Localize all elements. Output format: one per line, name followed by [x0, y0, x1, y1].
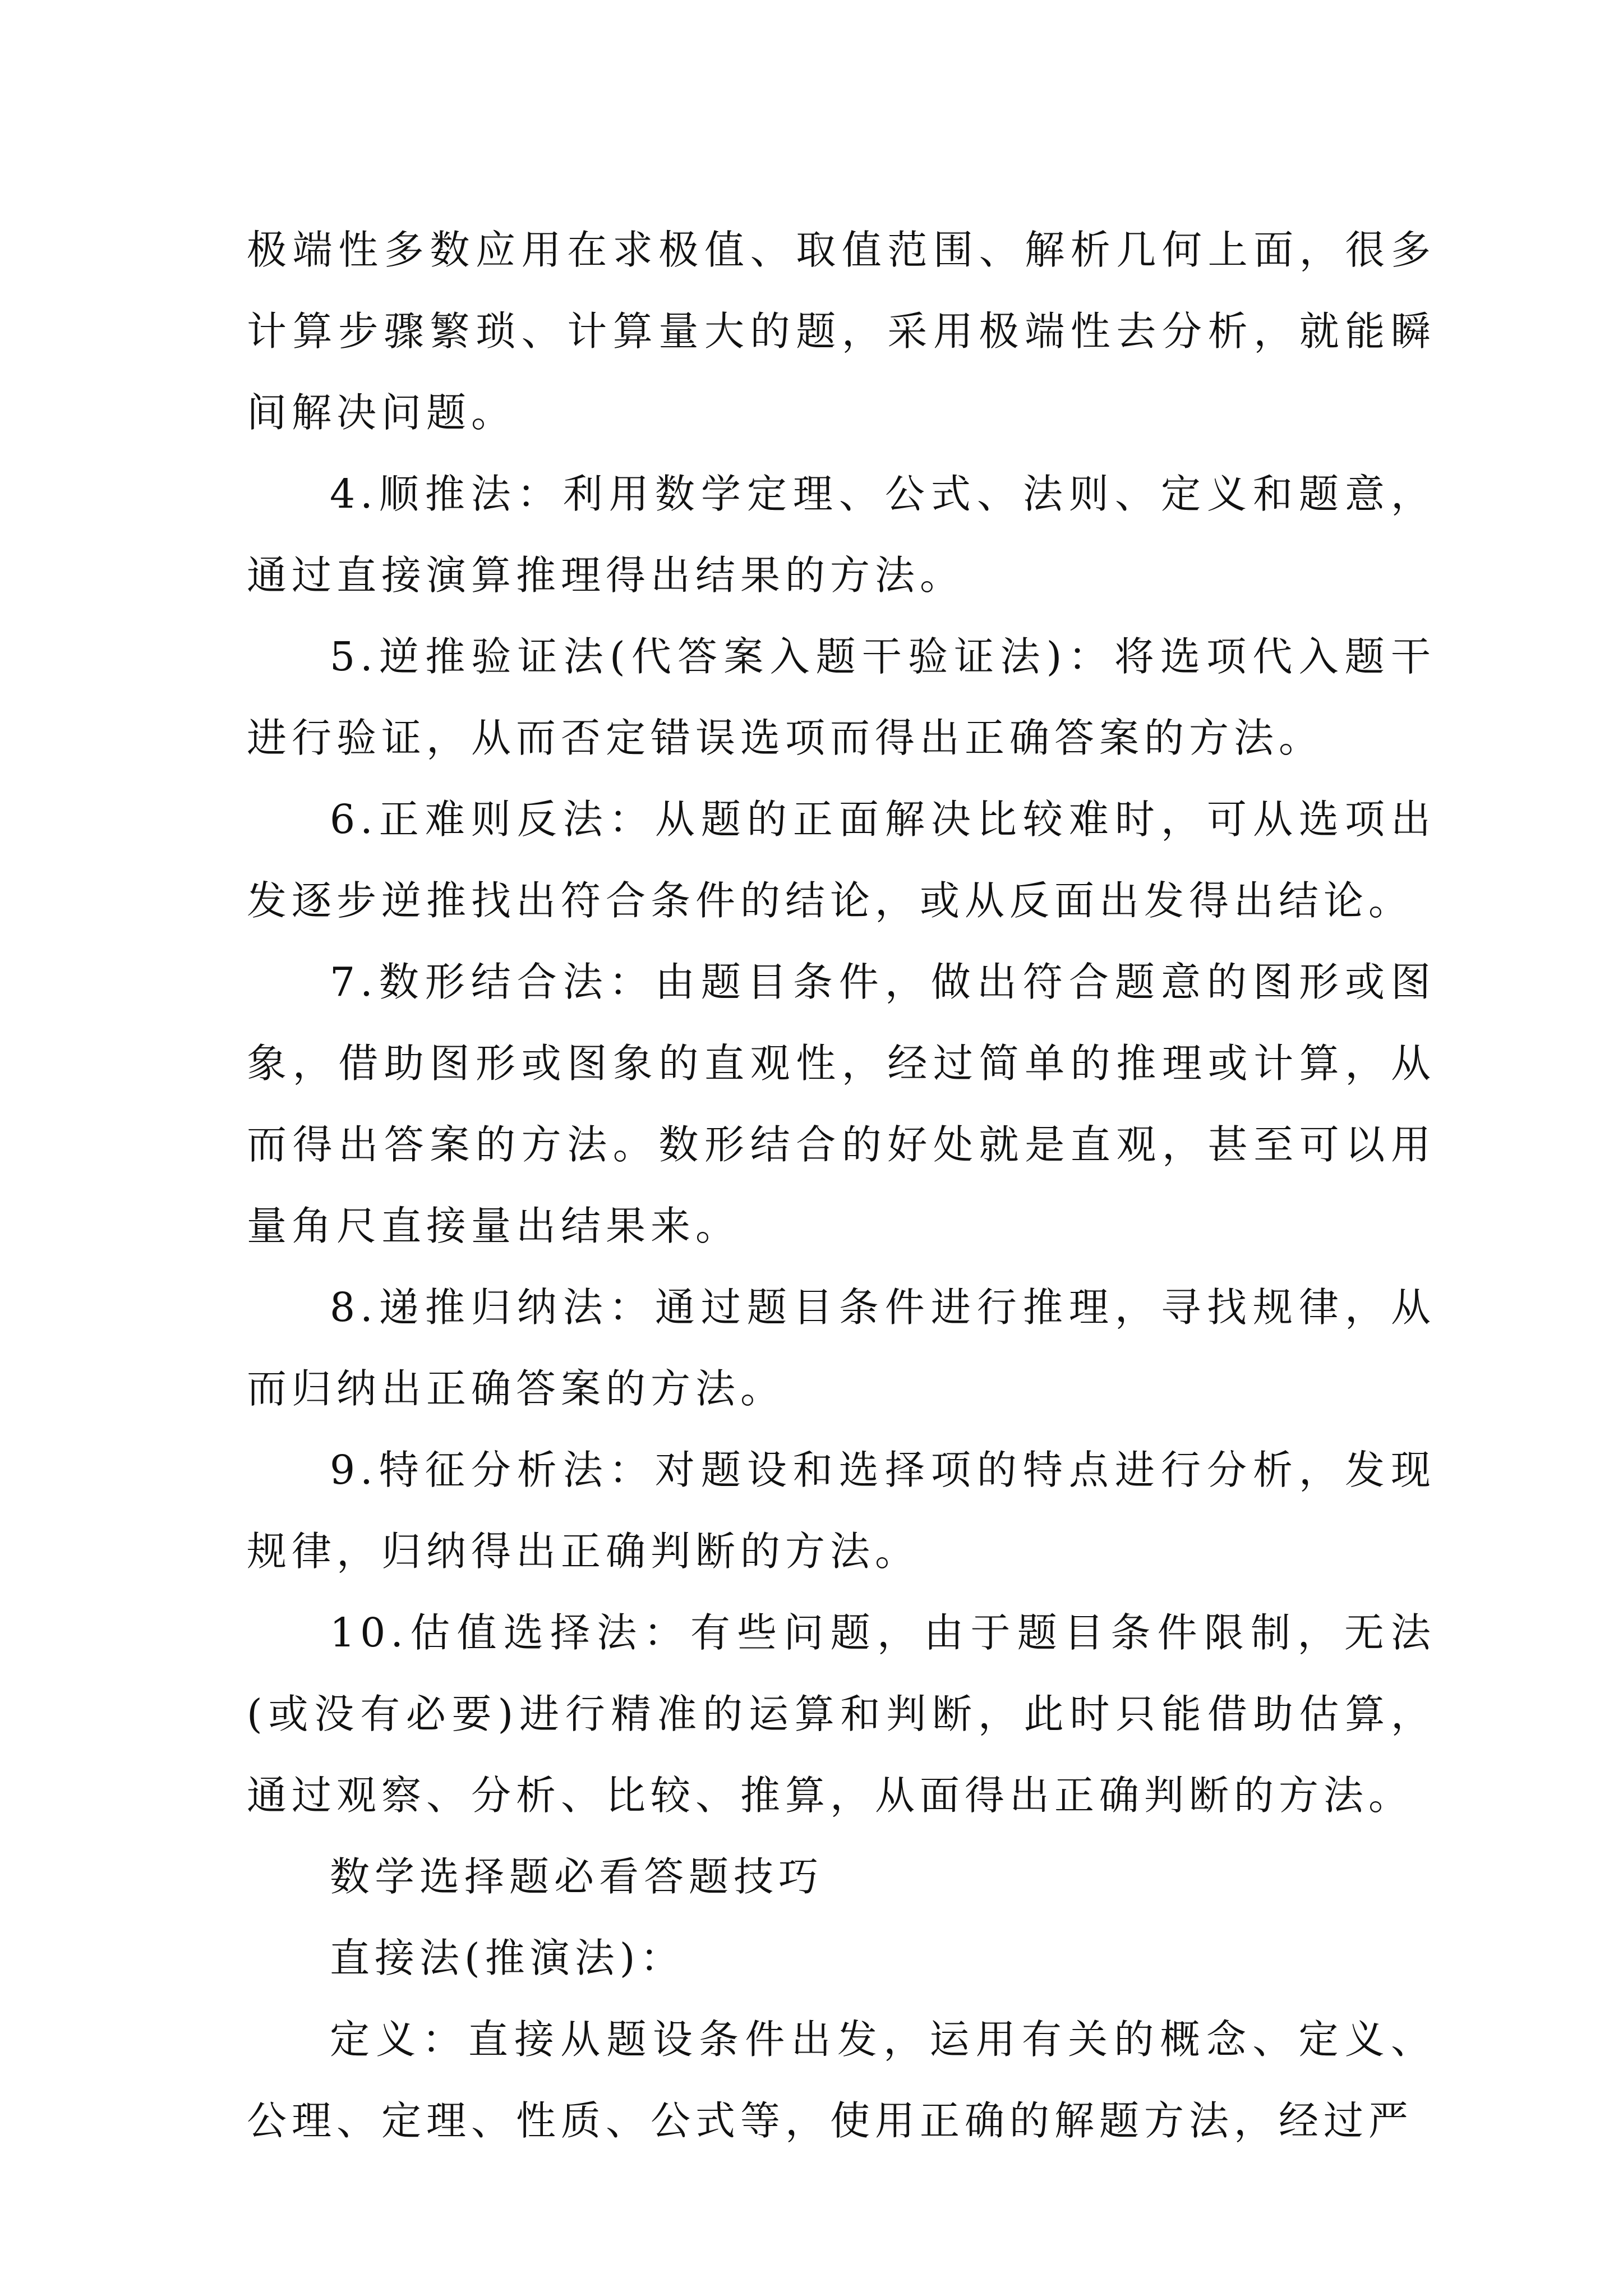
- paragraph-method-9: 9.特征分析法：对题设和选择项的特点进行分析，发现规律，归纳得出正确判断的方法。: [247, 1447, 1436, 1575]
- paragraph-method-10: 10.估值选择法：有些问题，由于题目条件限制，无法(或没有必要)进行精准的运算和判断，此时只能借助估算，通过观察、分析、比较、推算，从面得出正确判断的方法。: [247, 1609, 1436, 1819]
- subsection-heading: 直接法(推演法)：: [330, 1935, 685, 1981]
- paragraph-method-8: 8.递推归纳法：通过题目条件进行推理，寻找规律，从而归纳出正确答案的方法。: [247, 1284, 1436, 1412]
- paragraph-method-4: 4.顺推法：利用数学定理、公式、法则、定义和题意，通过直接演算推理得出结果的方法。: [247, 471, 1436, 599]
- document-body: [247, 209, 1436, 2161]
- paragraph-method-6: 6.正难则反法：从题的正面解决比较难时，可从选项出发逐步逆推找出符合条件的结论，或从反面出发得出结论。: [247, 796, 1436, 924]
- paragraph-extremes: 极端性多数应用在求极值、取值范围、解析几何上面，很多计算步骤繁琐、计算量大的题，采用极端性去分析，就能瞬间解决问题。: [247, 227, 1436, 436]
- paragraph-method-5: 5.逆推验证法(代答案入题干验证法)：将选项代入题干进行验证，从而否定错误选项而得出正确答案的方法。: [247, 633, 1436, 761]
- section-heading: 数学选择题必看答题技巧: [330, 1853, 824, 1900]
- paragraph-method-7: 7.数形结合法：由题目条件，做出符合题意的图形或图象，借助图形或图象的直观性，经过简单的推理或计算，从而得出答案的方法。数形结合的好处就是直观，甚至可以用量角尺直接量出结果来。: [247, 959, 1436, 1249]
- paragraph-definition: 定义：直接从题设条件出发，运用有关的概念、定义、公理、定理、性质、公式等，使用正确的解题方法，经过严: [247, 2016, 1436, 2144]
